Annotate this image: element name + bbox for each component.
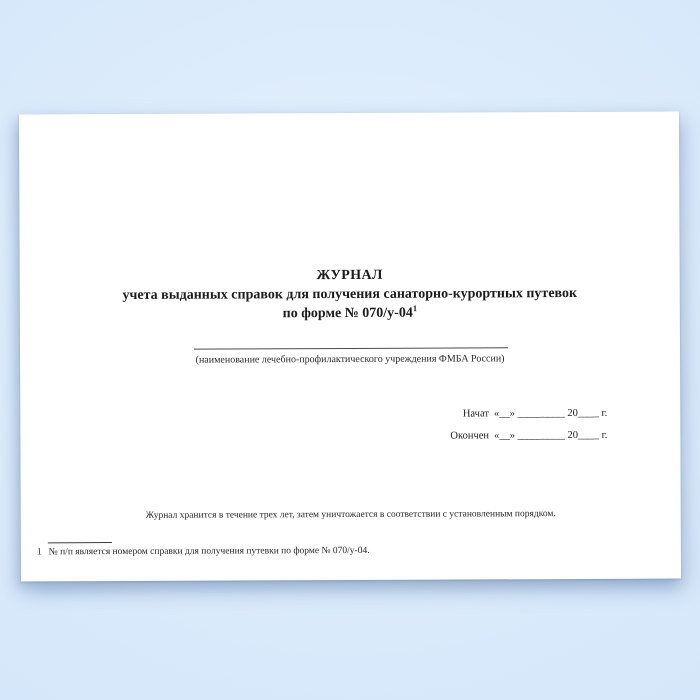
journal-title: ЖУРНАЛ <box>316 267 383 284</box>
footnote-text: № п/п является номером справки для получения путевки по форме № 070/у-04. <box>48 545 370 558</box>
started-label: Начат <box>462 408 489 420</box>
journal-cover-page <box>19 112 681 582</box>
footnote-divider <box>48 542 112 543</box>
started-row <box>450 407 607 421</box>
finished-blank-line: «__» _________ 20____ г. <box>493 429 608 442</box>
institution-caption: (наименование лечебно-профилактического учреждения ФМБА России) <box>195 353 505 366</box>
finished-row <box>450 429 607 443</box>
institution-name-blank-line <box>194 347 508 349</box>
started-blank-line: «__» _________ 20____ г. <box>493 407 608 420</box>
date-block <box>450 407 607 452</box>
form-number-text: по форме № 070/у-04 <box>282 305 413 322</box>
form-number-line <box>20 303 680 325</box>
footnote-reference-mark: 1 <box>412 303 418 314</box>
footnote <box>37 546 370 557</box>
journal-subtitle: учета выданных справок для получения санаторно-курортных путевок <box>122 286 578 303</box>
finished-label: Окончен <box>450 430 490 442</box>
storage-note: Журнал хранится в течение трех лет, затем уничтожается в соответствии с установленным порядком. <box>145 509 556 521</box>
title-block <box>20 265 680 325</box>
footnote-number: 1 <box>36 547 42 558</box>
